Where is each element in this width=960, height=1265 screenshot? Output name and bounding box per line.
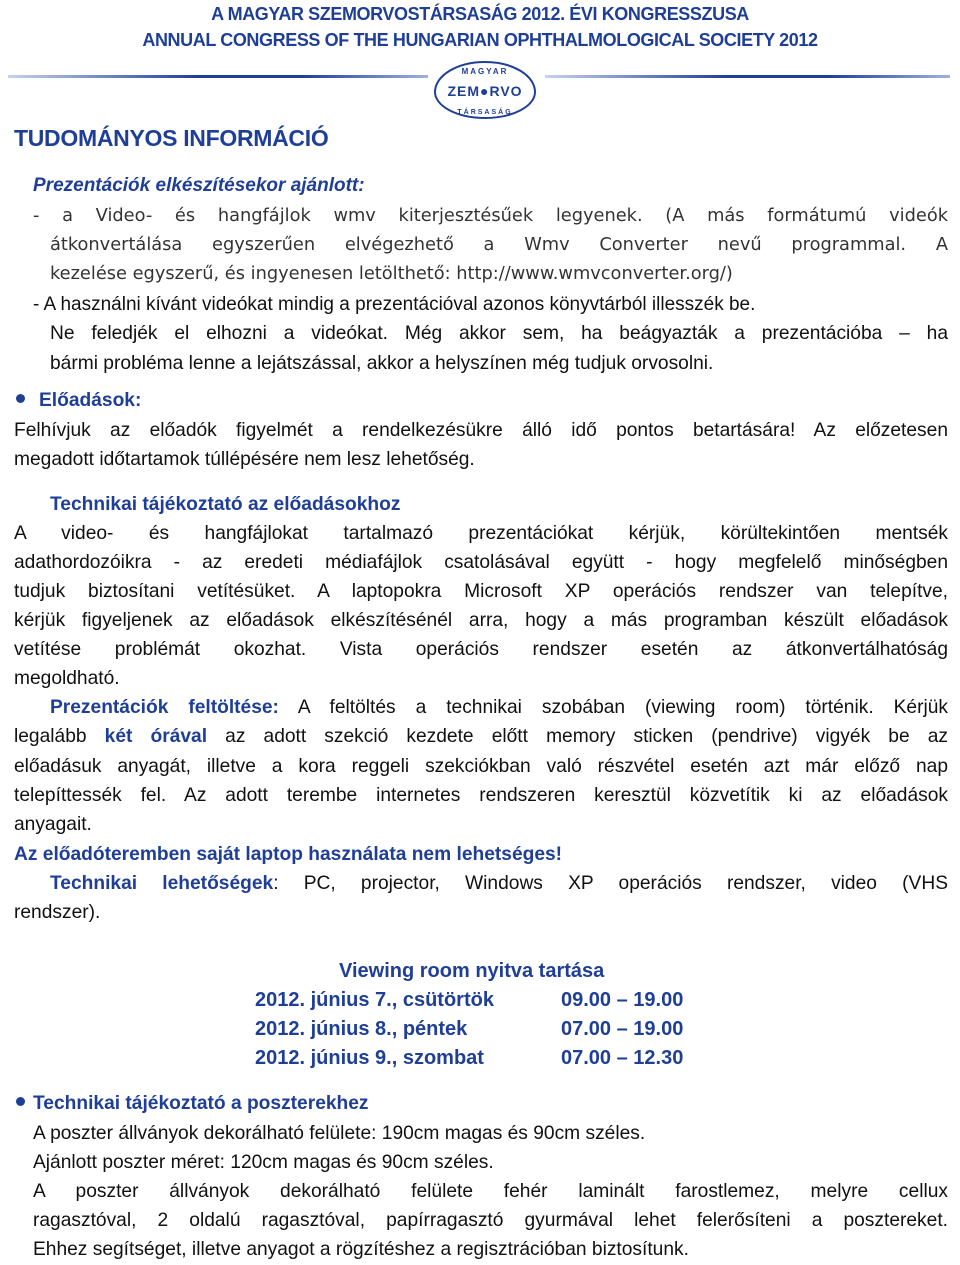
lectures-line-1: Felhívjuk az előadók figyelmét a rendelkezésükre álló idő pontos betartására! Az előzetesen — [14, 420, 948, 441]
posters-line-2: Ajánlott poszter méret: 120cm magas és 90cm széles. — [33, 1152, 494, 1173]
possibilities-text-1: : PC, projector, Windows XP operációs rendszer, video (VHS — [273, 873, 948, 894]
possibilities-label: Technikai lehetőségek — [50, 873, 274, 894]
posters-heading-text: Technikai tájékoztató a poszterekhez — [33, 1093, 369, 1114]
tech-line-2: adathordozóikra - az eredeti médiafájlok csatolásával együtt - hogy megfelelő minőségben — [14, 552, 948, 573]
bullet-icon — [16, 1097, 25, 1106]
schedule-hours: 07.00 – 12.30 — [561, 1047, 684, 1069]
possibilities-line-1 — [50, 870, 948, 898]
upload-label: Prezentációk feltöltése: — [50, 697, 279, 718]
schedule-row — [255, 986, 683, 1015]
schedule-hours: 07.00 – 19.00 — [561, 1018, 684, 1040]
page-title: TUDOMÁNYOS INFORMÁCIÓ — [14, 125, 329, 151]
lectures-line-2: megadott időtartamok túllépésére nem lesz lehetőség. — [14, 449, 475, 470]
presentations-line-6: bármi probléma lenne a lejátszással, akkor a helyszínen még tudjuk orvosolni. — [50, 353, 714, 374]
schedule-date: 2012. június 7., csütörtök — [255, 989, 494, 1011]
tech-line-1: A video- és hangfájlokat tartalmazó prezentációkat kérjük, körültekintően mentsék — [14, 523, 948, 544]
tech-heading: Technikai tájékoztató az előadásokhoz — [50, 494, 401, 515]
presentations-line-2: átkonvertálása egyszerűen elvégezhető a Wmv Converter nevű programmal. A — [50, 234, 948, 255]
schedule-row — [255, 1044, 683, 1073]
upload-line-4: telepíttessék fel. Az adott terembe internetes rendszeren keresztül közvetítik ki az előadások — [14, 785, 948, 806]
upload-emphasis: két órával — [104, 726, 208, 747]
logo-top-text: MAGYAR — [461, 67, 509, 76]
upload-text-2c: az adott szekció kezdete előtt memory sticken (pendrive) vigyék be az — [207, 726, 948, 747]
schedule-row — [255, 1015, 683, 1044]
upload-text-1: A feltöltés a technikai szobában (viewing room) történik. Kérjük — [278, 697, 948, 718]
header-line-1: A MAGYAR SZEMORVOSTÁRSASÁG 2012. ÉVI KONGRESSZUSA — [211, 4, 749, 24]
own-laptop-notice: Az előadóteremben saját laptop használata nem lehetséges! — [14, 844, 563, 865]
upload-line-5: anyagait. — [14, 814, 92, 835]
posters-line-5: Ehhez segítséget, illetve anyagot a rögzítéshez a regisztrációban biztosítunk. — [33, 1239, 689, 1260]
lectures-heading — [16, 387, 141, 415]
schedule-hours: 09.00 – 19.00 — [561, 989, 684, 1011]
viewing-room-schedule — [255, 986, 683, 1073]
tech-line-5: vetítése problémát okozhat. Vista operációs rendszer esetén az átkonvertálhatóság — [14, 639, 948, 660]
header-rule-right — [545, 75, 950, 78]
possibilities-line-2: rendszer). — [14, 902, 101, 923]
schedule-date: 2012. június 8., péntek — [255, 1018, 468, 1040]
posters-heading — [16, 1090, 369, 1118]
logo-middle-text: ZEM●RVO — [447, 83, 523, 99]
presentations-line-1: - a Video- és hangfájlok wmv kiterjesztésűek legyenek. (A más formátumú videók — [33, 205, 948, 226]
tech-line-3: tudjuk biztosítani vetítésüket. A laptopokra Microsoft XP operációs rendszer van telepítve, — [14, 581, 948, 602]
viewing-room-title: Viewing room nyitva tartása — [339, 960, 605, 982]
upload-line-2 — [14, 723, 948, 751]
posters-line-4: ragasztóval, 2 oldalú ragasztóval, papírragasztó gyurmával lehet felerősíteni a posztereket. — [33, 1210, 948, 1231]
header-line-2: ANNUAL CONGRESS OF THE HUNGARIAN OPHTHALMOLOGICAL SOCIETY 2012 — [142, 30, 818, 50]
upload-text-2a: legalább — [14, 726, 105, 747]
presentations-line-5: Ne feledjék el elhozni a videókat. Még akkor sem, ha beágyazták a prezentációba – ha — [50, 323, 948, 344]
presentations-line-3: kezelése egyszerű, és ingyenesen letölthető: http://www.wmvconverter.org/) — [50, 263, 733, 284]
society-logo — [425, 58, 545, 120]
presentations-line-4: - A használni kívánt videókat mindig a prezentációval azonos könyvtárból illesszék be. — [33, 294, 756, 315]
presentations-heading: Prezentációk elkészítésekor ajánlott: — [33, 175, 365, 196]
upload-line-3: előadásuk anyagát, illetve a kora reggeli szekciókban való részvétel esetén azt már előző nap — [14, 756, 948, 777]
tech-line-4: kérjük figyeljenek az előadások elkészítésénél arra, hogy a más programban készült előadások — [14, 610, 948, 631]
bullet-icon — [16, 394, 25, 403]
logo-bottom-text: TÁRSASÁG — [457, 109, 513, 116]
posters-line-1: A poszter állványok dekorálható felülete: 190cm magas és 90cm széles. — [33, 1123, 646, 1144]
header-rule-left — [8, 75, 428, 78]
upload-line-1 — [50, 694, 948, 722]
schedule-date: 2012. június 9., szombat — [255, 1047, 484, 1069]
posters-line-3: A poszter állványok dekorálható felülete fehér laminált farostlemez, melyre cellux — [33, 1181, 948, 1202]
lectures-heading-text: Előadások: — [39, 390, 142, 411]
tech-line-6: megoldható. — [14, 668, 120, 689]
